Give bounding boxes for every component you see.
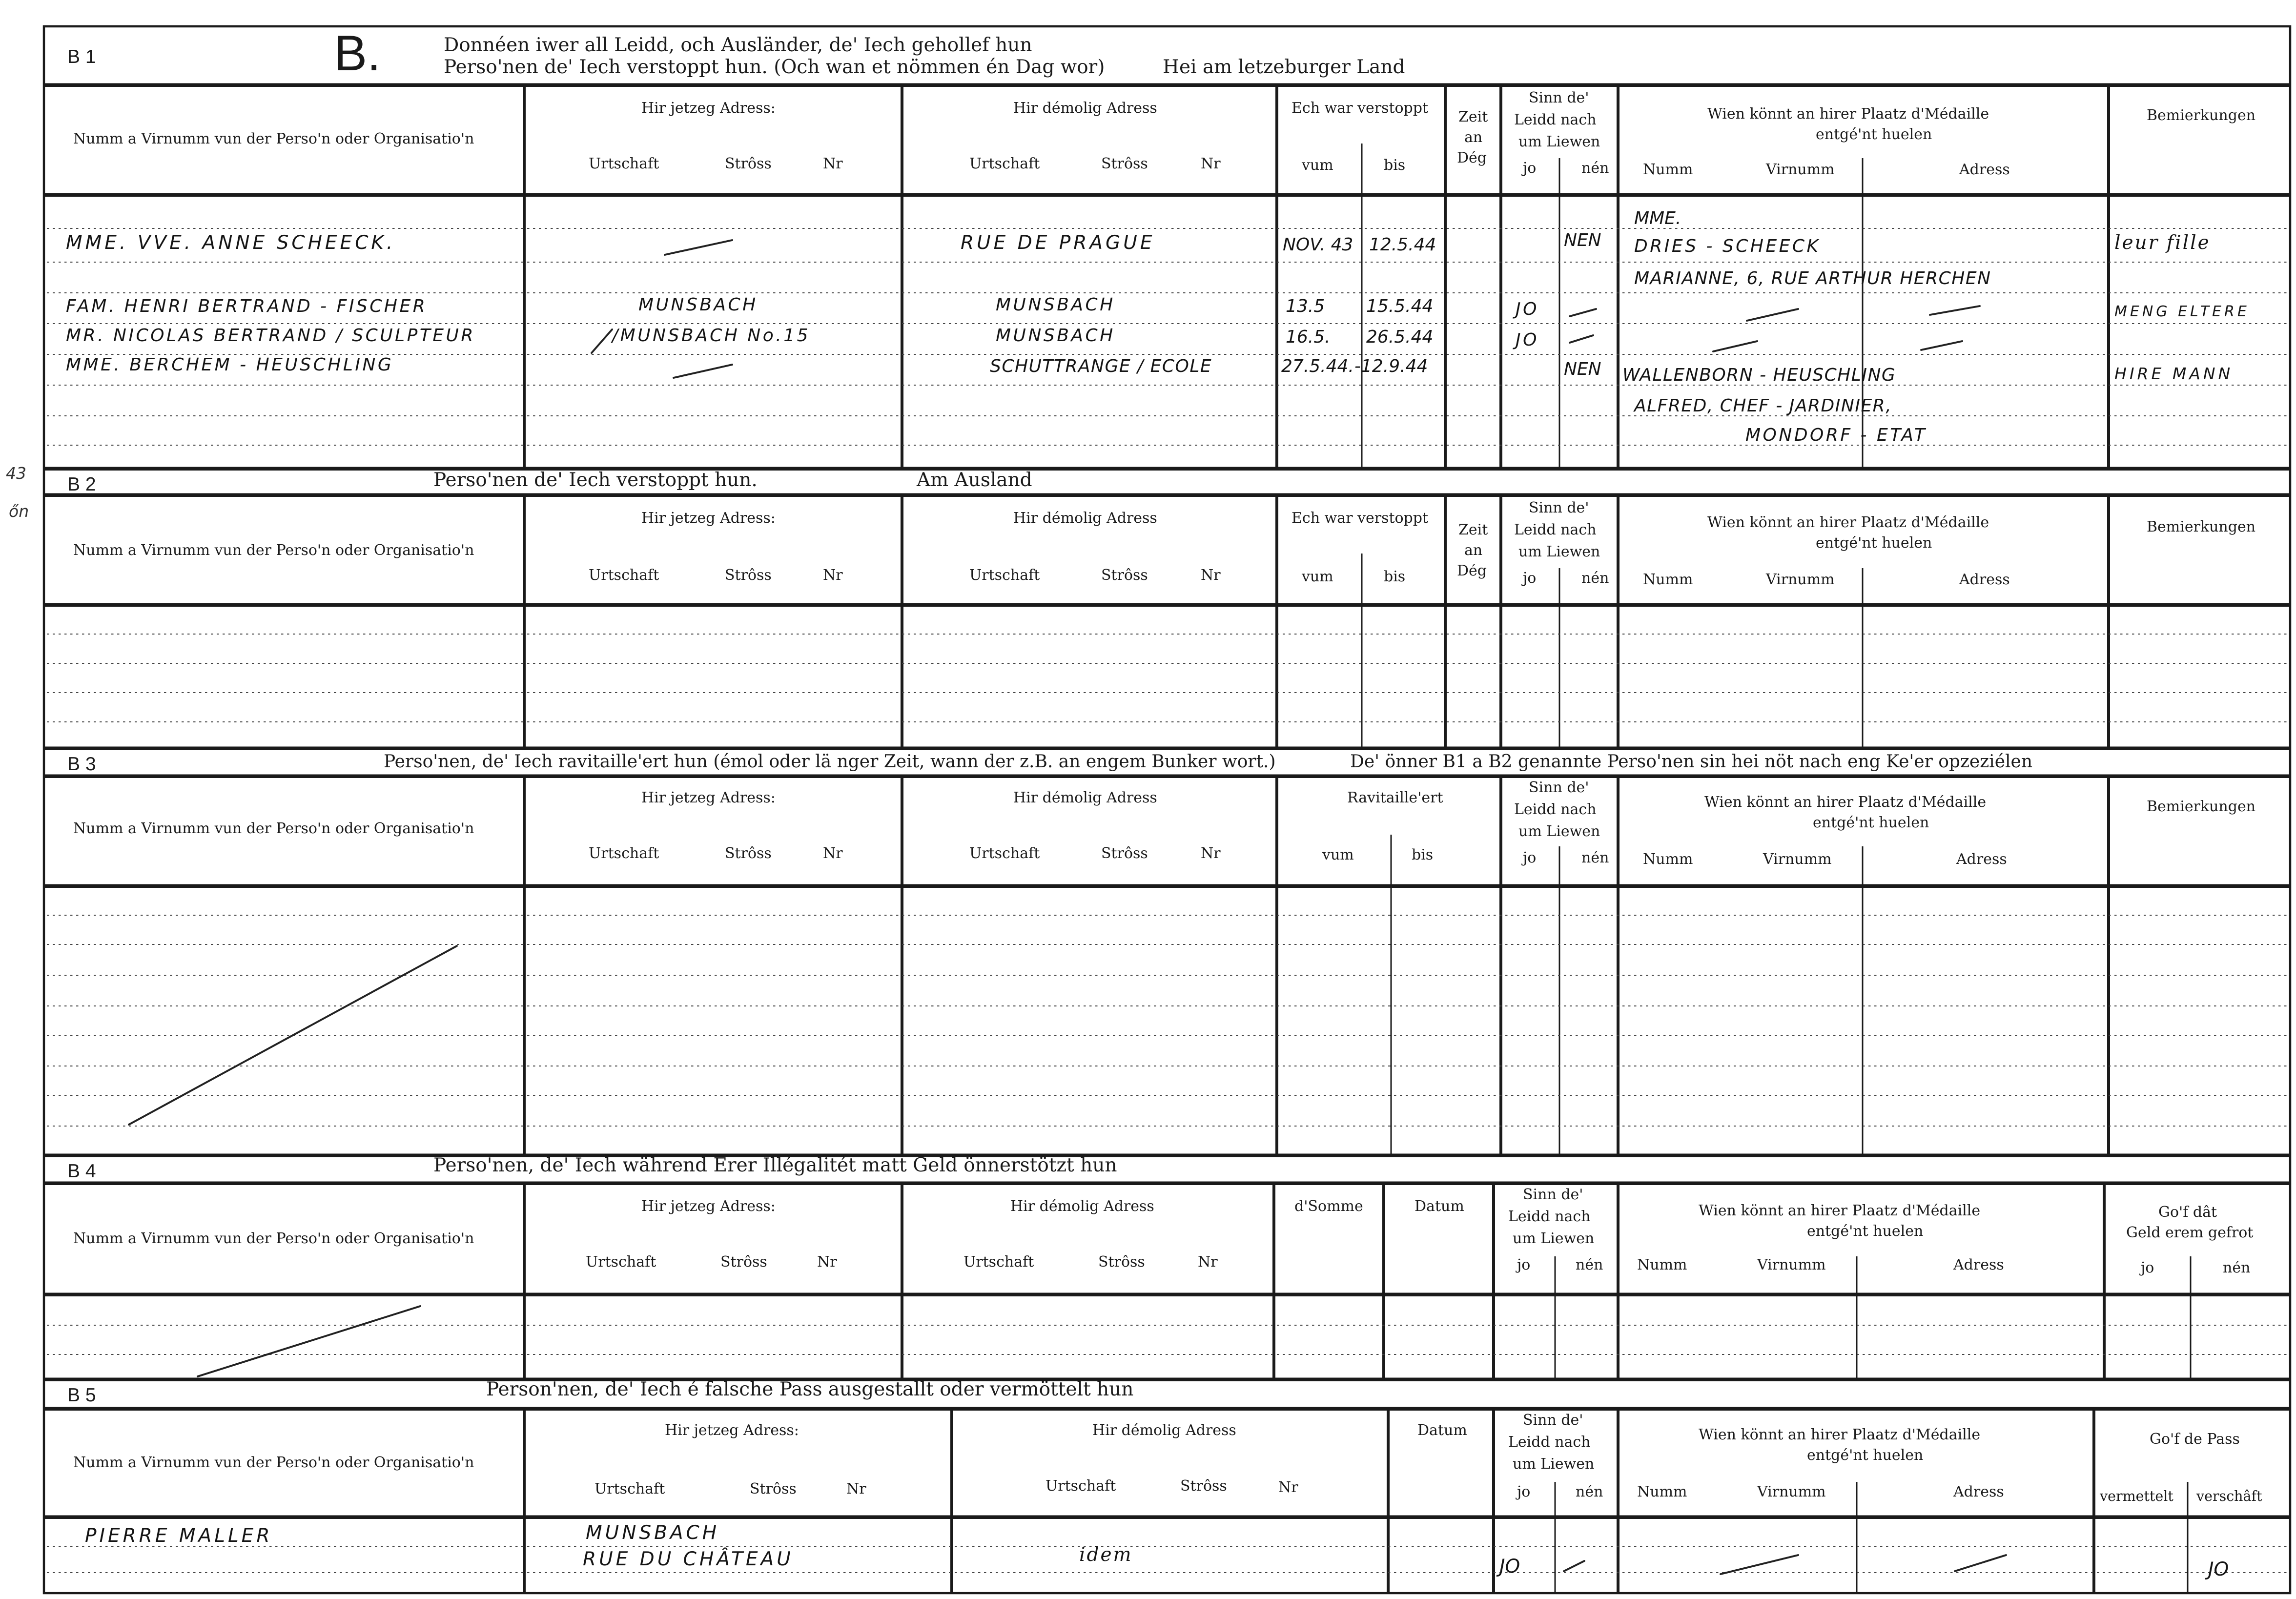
col-header-yes: jo [1517, 1258, 1531, 1274]
col-header-urtschaft: Urtschaft [969, 157, 1040, 173]
col-header-surname: Numm [1643, 852, 1693, 868]
col-header-from: vum [1302, 158, 1333, 174]
entry-remark: leur fille [2114, 233, 2211, 255]
section-letter: B. [334, 26, 381, 82]
entry-remark: MENG ELTERE [2114, 305, 2250, 321]
col-header-former-address: Hir démolig Adress [1013, 791, 1157, 807]
col-header-yes: jo [1523, 571, 1537, 587]
entry-current-address: RUE DU CHÂTEAU [583, 1549, 794, 1571]
entry-current-address: MUNSBACH [638, 294, 758, 315]
entry-name: MME. BERCHEM - HEUSCHLING [66, 354, 394, 375]
col-header-stross: Strôss [1098, 1255, 1145, 1271]
col-header-urtschaft: Urtschaft [589, 846, 659, 862]
entry-medal-title: MME. [1634, 208, 1681, 228]
entry-hidden-to: -12.9.44 [1354, 356, 1428, 376]
col-header-alive: um Liewen [1513, 1231, 1595, 1248]
section-code-b1: B 1 [67, 45, 96, 67]
col-header-alive: Sinn de' [1523, 1413, 1583, 1429]
b3-title-note: De' önner B1 a B2 genannte Perso'nen sin hei nöt nach eng Ke'er opzeziélen [1350, 751, 2033, 772]
col-header-yes: jo [2141, 1261, 2154, 1277]
margin-note: 43 [6, 464, 26, 483]
col-header-address: Adress [1956, 852, 2007, 868]
col-header-to: bis [1412, 848, 1434, 864]
entry-alive-no: NEN [1564, 230, 1601, 250]
col-header-former-address: Hir démolig Adress [1013, 101, 1157, 117]
col-header-stross: Strôss [725, 846, 772, 862]
col-header-alive: Sinn de' [1523, 1188, 1583, 1204]
col-header-nr: Nr [1278, 1480, 1298, 1496]
col-header-days: an [1464, 130, 1483, 146]
col-header-medal: Wien könnt an hirer Plaatz d'Médaille [1707, 515, 1989, 532]
entry-medal-address: MARIANNE, 6, RUE ARTHUR HERCHEN [1634, 268, 1991, 288]
b1-title-line2: Perso'nen de' Iech verstoppt hun. (Och wan et nömmen én Dag wor) [444, 57, 1105, 79]
col-header-firstname: Virnumm [1766, 163, 1835, 179]
col-header-name: Numm a Virnumm vun der Perso'n oder Organisatio'n [73, 1456, 474, 1472]
col-header-stross: Strôss [1101, 568, 1148, 584]
col-header-hidden: Ech war verstoppt [1292, 101, 1429, 117]
col-header-alive: Leidd nach [1514, 523, 1597, 539]
entry-alive-yes: JO [1499, 1557, 1520, 1578]
col-header-firstname: Virnumm [1763, 852, 1832, 868]
col-header-former-address: Hir démolig Adress [1010, 1199, 1154, 1215]
entry-alive-yes: JO [1516, 329, 1539, 350]
entry-hidden-to: 15.5.44 [1366, 296, 1434, 316]
col-header-no: nén [1581, 161, 1609, 177]
entry-hidden-from: 13.5 [1286, 296, 1325, 316]
col-header-nr: Nr [1201, 568, 1221, 584]
col-header-former-address: Hir démolig Adress [1092, 1423, 1236, 1439]
col-header-urtschaft: Urtschaft [969, 568, 1040, 584]
col-header-medal: entgé'nt huelen [1816, 536, 1932, 552]
col-header-issued: verschâft [2196, 1489, 2262, 1505]
entry-former-address: RUE DE PRAGUE [961, 233, 1155, 255]
col-header-alive: Leidd nach [1508, 1210, 1591, 1226]
col-header-current-address: Hir jetzeg Adress: [665, 1423, 799, 1439]
col-header-urtschaft: Urtschaft [1046, 1479, 1116, 1495]
col-header-money-returned: Go'f dât [2158, 1205, 2217, 1221]
entry-alive-no: NEN [1564, 359, 1601, 379]
col-header-name: Numm a Virnumm vun der Perso'n oder Organisatio'n [73, 132, 474, 148]
entry-name: MME. VVE. ANNE SCHEECK. [66, 233, 396, 255]
b2-title-location: Am Ausland [917, 470, 1032, 492]
col-header-hidden: Ech war verstoppt [1292, 511, 1429, 527]
section-code-b3: B 3 [67, 753, 96, 775]
col-header-yes: jo [1517, 1485, 1531, 1501]
col-header-sum: d'Somme [1294, 1199, 1363, 1215]
col-header-to: bis [1384, 570, 1406, 586]
col-header-urtschaft: Urtschaft [589, 157, 659, 173]
col-header-medal: entgé'nt huelen [1813, 816, 1929, 832]
col-header-alive: Leidd nach [1508, 1435, 1591, 1451]
col-header-current-address: Hir jetzeg Adress: [641, 101, 776, 117]
col-header-stross: Strôss [725, 157, 772, 173]
col-header-medal: Wien könnt an hirer Plaatz d'Médaille [1707, 107, 1989, 123]
entry-medal-name: WALLENBORN - HEUSCHLING [1622, 365, 1896, 385]
col-header-nr: Nr [1201, 157, 1221, 173]
col-header-surname: Numm [1637, 1485, 1687, 1501]
col-header-surname: Numm [1643, 573, 1693, 589]
entry-former-address: SCHUTTRANGE / ECOLE [990, 356, 1212, 376]
b1-title-line1: Donnéen iwer all Leidd, och Ausländer, de' Iech gehollef hun [444, 35, 1032, 57]
col-header-stross: Strôss [1180, 1479, 1227, 1495]
section-code-b2: B 2 [67, 473, 96, 495]
col-header-address: Adress [1953, 1485, 2004, 1501]
col-header-alive: Leidd nach [1514, 802, 1597, 819]
col-header-alive: um Liewen [1513, 1457, 1595, 1473]
entry-remark: HIRE MANN [2114, 365, 2234, 384]
entry-medal-firstname: ALFRED, CHEF - JARDINIER, [1634, 395, 1892, 416]
entry-name: MR. NICOLAS BERTRAND / SCULPTEUR [66, 325, 475, 346]
entry-former-address: MUNSBACH [996, 294, 1115, 315]
entry-current-address: /MUNSBACH No.15 [612, 325, 811, 346]
entry-medal-address: MONDORF - ETAT [1745, 425, 1927, 445]
col-header-stross: Strôss [750, 1482, 797, 1498]
col-header-nr: Nr [817, 1255, 837, 1271]
entry-alive-yes: JO [1516, 299, 1539, 319]
col-header-medal: Wien könnt an hirer Plaatz d'Médaille [1699, 1428, 1981, 1444]
col-header-name: Numm a Virnumm vun der Perso'n oder Organisatio'n [73, 1231, 474, 1248]
col-header-address: Adress [1959, 573, 2010, 589]
col-header-days: Zeit [1458, 110, 1488, 126]
col-header-nr: Nr [1201, 846, 1221, 862]
col-header-stross: Strôss [720, 1255, 767, 1271]
entry-medal-name: DRIES - SCHEECK [1634, 236, 1821, 256]
col-header-no: nén [1581, 571, 1609, 587]
col-header-no: nén [2223, 1261, 2251, 1277]
col-header-pass: Go'f de Pass [2150, 1432, 2240, 1448]
col-header-nr: Nr [823, 157, 843, 173]
col-header-supplied: Ravitaille'ert [1347, 791, 1443, 807]
col-header-from: vum [1322, 848, 1354, 864]
col-header-no: nén [1576, 1258, 1603, 1274]
col-header-current-address: Hir jetzeg Adress: [641, 1199, 776, 1215]
col-header-urtschaft: Urtschaft [964, 1255, 1034, 1271]
col-header-remarks: Bemierkungen [2147, 800, 2256, 816]
col-header-name: Numm a Virnumm vun der Perso'n oder Organisatio'n [73, 543, 474, 559]
col-header-firstname: Virnumm [1766, 573, 1835, 589]
col-header-no: nén [1581, 851, 1609, 867]
b1-title-line3: Hei am letzeburger Land [1163, 57, 1405, 79]
col-header-days: Dég [1457, 564, 1487, 580]
col-header-medal: entgé'nt huelen [1807, 1448, 1924, 1464]
col-header-medal: entgé'nt huelen [1816, 127, 1932, 144]
section-code-b5: B 5 [67, 1384, 96, 1406]
entry-hidden-from: 27.5.44. [1281, 356, 1354, 376]
col-header-alive: um Liewen [1518, 824, 1600, 840]
col-header-date: Datum [1414, 1199, 1464, 1215]
col-header-medal: Wien könnt an hirer Plaatz d'Médaille [1704, 795, 1987, 811]
col-header-medal: entgé'nt huelen [1807, 1224, 1924, 1240]
col-header-alive: um Liewen [1518, 545, 1600, 561]
col-header-stross: Strôss [725, 568, 772, 584]
col-header-firstname: Virnumm [1757, 1485, 1826, 1501]
col-header-nr: Nr [846, 1482, 866, 1498]
b3-title: Perso'nen, de' Iech ravitaille'ert hun (émol oder lä nger Zeit, wann der z.B. an engem Bunker wort.) [384, 751, 1276, 772]
col-header-days: Zeit [1458, 523, 1488, 539]
col-header-nr: Nr [823, 846, 843, 862]
col-header-urtschaft: Urtschaft [589, 568, 659, 584]
entry-name: PIERRE MALLER [85, 1526, 273, 1548]
col-header-no: nén [1576, 1485, 1603, 1501]
col-header-urtschaft: Urtschaft [594, 1482, 665, 1498]
col-header-days: Dég [1457, 151, 1487, 167]
col-header-nr: Nr [823, 568, 843, 584]
col-header-nr: Nr [1198, 1255, 1218, 1271]
col-header-former-address: Hir démolig Adress [1013, 511, 1157, 527]
col-header-urtschaft: Urtschaft [586, 1255, 656, 1271]
col-header-remarks: Bemierkungen [2147, 520, 2256, 536]
col-header-alive: um Liewen [1518, 135, 1600, 151]
col-header-address: Adress [1959, 163, 2010, 179]
col-header-alive: Sinn de' [1529, 501, 1589, 517]
col-header-days: an [1464, 543, 1483, 559]
b5-title: Person'nen, de' Iech é falsche Pass ausgestallt oder vermöttelt hun [486, 1379, 1134, 1401]
entry-former-address: MUNSBACH [996, 325, 1115, 346]
col-header-firstname: Virnumm [1757, 1258, 1826, 1274]
section-code-b4: B 4 [67, 1160, 96, 1182]
b4-title: Perso'nen, de' Iech während Erer Illégalitét matt Geld önnerstötzt hun [433, 1155, 1117, 1177]
col-header-from: vum [1302, 570, 1333, 586]
entry-hidden-to: 12.5.44 [1369, 234, 1436, 255]
col-header-alive: Leidd nach [1514, 113, 1597, 129]
col-header-mediated: vermettelt [2100, 1489, 2173, 1505]
b2-title: Perso'nen de' Iech verstoppt hun. [433, 470, 758, 492]
col-header-current-address: Hir jetzeg Adress: [641, 791, 776, 807]
col-header-remarks: Bemierkungen [2147, 108, 2256, 124]
margin-note: őn [9, 502, 29, 521]
col-header-stross: Strôss [1101, 157, 1148, 173]
col-header-urtschaft: Urtschaft [969, 846, 1040, 862]
col-header-date: Datum [1417, 1423, 1467, 1439]
col-header-surname: Numm [1637, 1258, 1687, 1274]
col-header-alive: Sinn de' [1529, 91, 1589, 107]
col-header-yes: jo [1523, 851, 1537, 867]
col-header-surname: Numm [1643, 163, 1693, 179]
entry-former-address: idem [1079, 1545, 1133, 1567]
col-header-alive: Sinn de' [1529, 780, 1589, 797]
col-header-name: Numm a Virnumm vun der Perso'n oder Organisatio'n [73, 821, 474, 838]
entry-pass-issued: JO [2208, 1559, 2229, 1581]
entry-hidden-to: 26.5.44 [1366, 327, 1434, 347]
entry-hidden-from: NOV. 43 [1283, 234, 1353, 255]
col-header-current-address: Hir jetzeg Adress: [641, 511, 776, 527]
col-header-yes: jo [1523, 161, 1537, 177]
col-header-stross: Strôss [1101, 846, 1148, 862]
col-header-address: Adress [1953, 1258, 2004, 1274]
col-header-to: bis [1384, 158, 1406, 174]
entry-name: FAM. HENRI BERTRAND - FISCHER [66, 296, 428, 316]
col-header-medal: Wien könnt an hirer Plaatz d'Médaille [1699, 1204, 1981, 1220]
col-header-money-returned: Geld erem gefrot [2126, 1226, 2254, 1242]
entry-hidden-from: 16.5. [1286, 327, 1331, 347]
entry-current-address: MUNSBACH [586, 1523, 720, 1545]
